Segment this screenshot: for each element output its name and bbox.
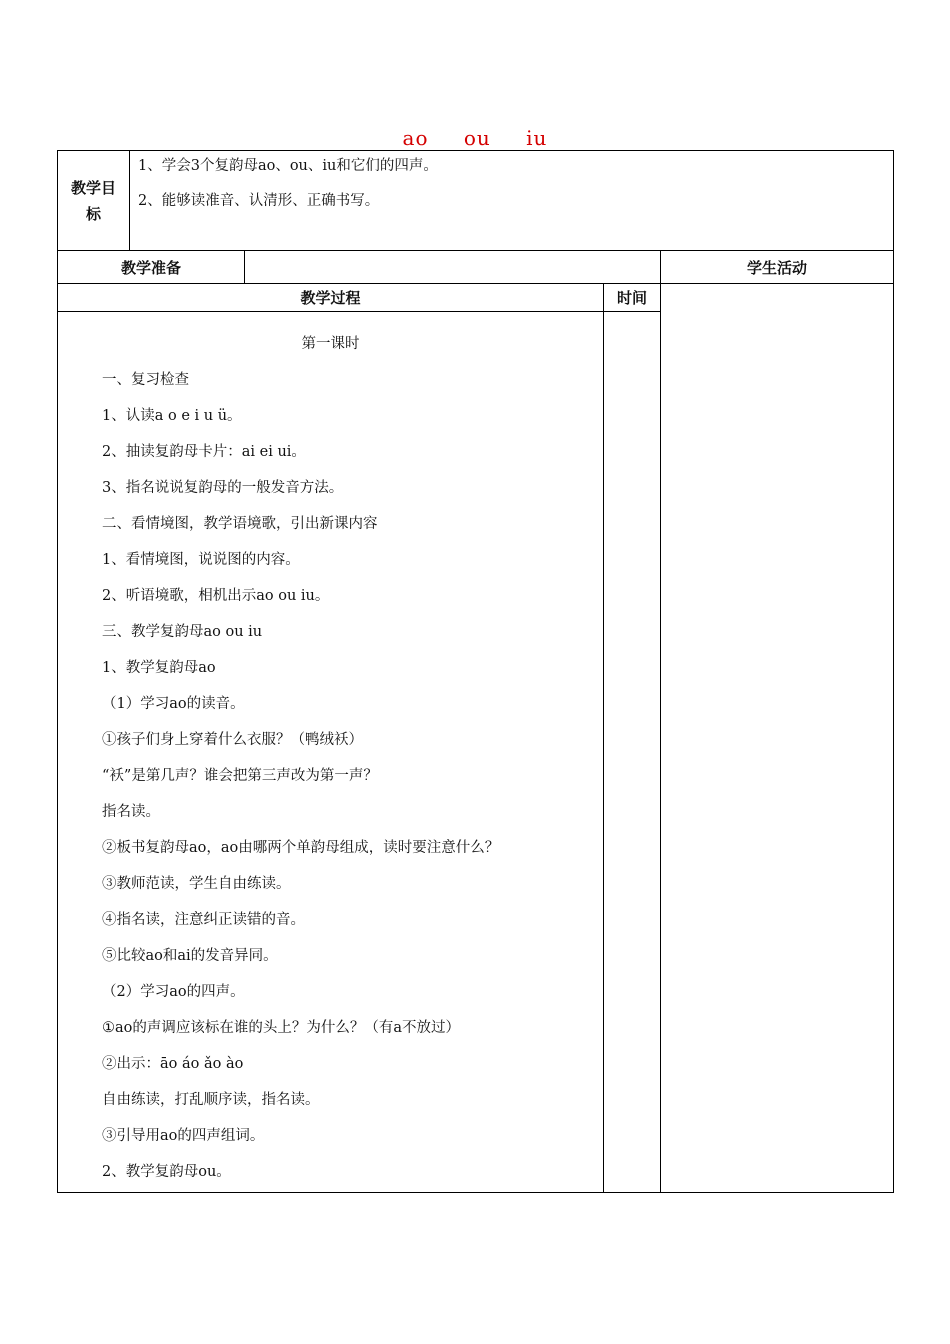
process-line: （1）学习ao的读音。: [102, 696, 245, 712]
process-line: 1、教学复韵母ao: [102, 660, 216, 676]
process-line: 2、教学复韵母ou。: [102, 1164, 231, 1180]
process-line: 3、指名说说复韵母的一般发音方法。: [102, 480, 344, 496]
process-line: ②板书复韵母ao，ao由哪两个单韵母组成，读时要注意什么？: [102, 840, 500, 856]
process-line: 1、看情境图，说说图的内容。: [102, 552, 300, 568]
process-line: ②出示：āo áo ǎo ào: [102, 1056, 244, 1072]
objective-item: 2、能够读准音、认清形、正确书写。: [138, 193, 380, 209]
process-line: ③引导用ao的四声组词。: [102, 1128, 265, 1144]
objectives-label-cell: [57, 150, 130, 251]
student-activity-label: 学生活动: [746, 258, 807, 277]
title-part: ou: [463, 126, 491, 150]
title-part: ao: [402, 126, 429, 150]
lesson-title: [0, 126, 950, 150]
lesson-heading: 第一课时: [301, 336, 360, 352]
objectives-label: 教学目标: [70, 178, 116, 223]
process-line: 2、抽读复韵母卡片：ai ei ui。: [102, 444, 306, 460]
preparation-value-cell: [244, 250, 661, 284]
preparation-label: 教学准备: [120, 258, 181, 277]
process-line: 二、看情境图，教学语境歌，引出新课内容: [102, 516, 378, 532]
process-line: 自由练读，打乱顺序读，指名读。: [102, 1092, 320, 1108]
objective-item: 1、学会3个复韵母ao、ou、iu和它们的四声。: [138, 158, 438, 174]
process-line: 1、认读a o e i u ü。: [102, 408, 242, 424]
process-line: （2）学习ao的四声。: [102, 984, 245, 1000]
time-label: 时间: [616, 289, 647, 307]
process-line: 一、复习检查: [102, 372, 189, 388]
time-column: [603, 311, 661, 1193]
process-line: ③教师范读，学生自由练读。: [102, 876, 291, 892]
process-line: 三、教学复韵母ao ou iu: [102, 624, 263, 640]
preparation-label-cell: [57, 250, 245, 284]
process-content-cell: [57, 311, 604, 1193]
process-line: ⑤比较ao和ai的发音异同。: [102, 948, 278, 964]
process-header: [57, 283, 604, 312]
process-line: 指名读。: [102, 804, 160, 820]
student-activity-column: [660, 283, 894, 1193]
process-line: ④指名读，注意纠正读错的音。: [102, 912, 305, 928]
student-activity-header: [660, 250, 894, 284]
process-label: 教学过程: [300, 289, 361, 307]
title-part: iu: [526, 126, 548, 150]
process-line: ①ao的声调应该标在谁的头上？为什么？（有a不放过）: [102, 1020, 461, 1036]
objectives-content-cell: [129, 150, 894, 251]
process-line: “袄”是第几声？谁会把第三声改为第一声？: [102, 768, 378, 784]
process-line: ①孩子们身上穿着什么衣服？（鸭绒袄）: [102, 732, 363, 748]
process-line: 2、听语境歌，相机出示ao ou iu。: [102, 588, 330, 604]
time-header: [603, 283, 661, 312]
